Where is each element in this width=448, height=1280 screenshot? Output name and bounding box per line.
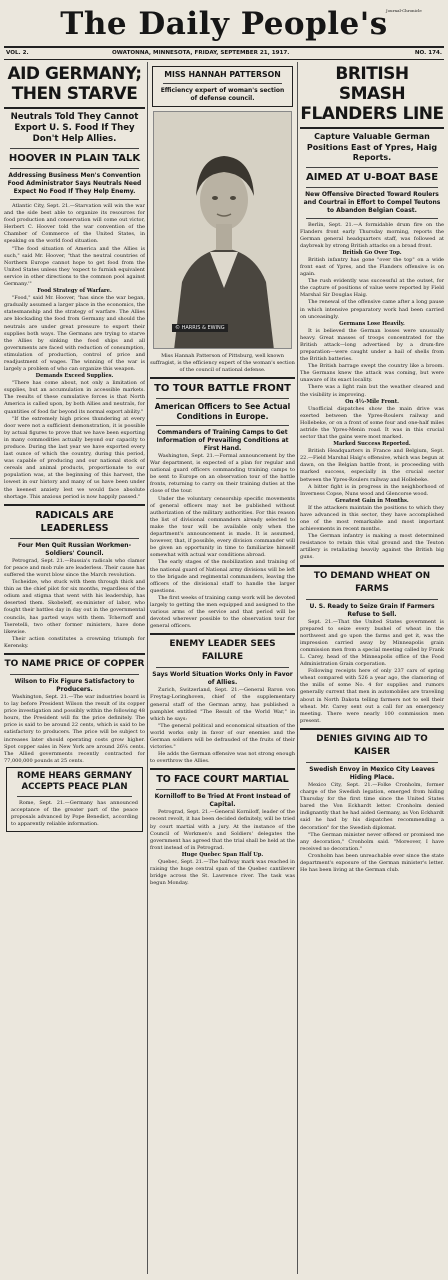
portrait-title: MISS HANNAH PATTERSON <box>164 70 281 79</box>
headline-radicals: RADICALS ARE LEADERLESS <box>35 509 114 534</box>
deck-tour: American Officers to See Actual Conditions in Europe. <box>154 402 291 421</box>
column-rule <box>147 62 148 1274</box>
article-paragraph: The British barrage swept the country like a broom. The Germans knew the attack was coming, but were unaware of its exact locality. <box>300 363 444 384</box>
divider <box>10 199 139 200</box>
article-paragraph: He adds the German offensive was not strong enough to overthrow the Allies. <box>150 751 295 765</box>
headline-uboat: AIMED AT U-BOAT BASE <box>305 171 439 183</box>
portrait-caption: Miss Hannah Patterson of Pittsburg, well known suffragist, is the efficiency expert of the woman's section of the council of national defense. <box>150 353 295 373</box>
article-paragraph: It is believed the German losses were unusually heavy. Great masses of troops concentrated for the British attack—long advertised by a drum-fire preparation—were caught under a hail of shells from the British batteries. <box>300 327 444 363</box>
divider <box>156 398 289 399</box>
article-paragraph: The rush evidently was successful at the outset, for the capture of positions of value were reported by Field Marshal Sir Douglas Haig. <box>300 278 444 299</box>
headline-kaiser: DENIES GIVING AID TO KAISER <box>316 733 428 757</box>
subhead: Greatest Gain in Months. <box>335 497 409 504</box>
volume-label: VOL. 2. <box>6 50 29 56</box>
headline-british-smash: BRITISH SMASH FLANDERS LINE <box>300 64 444 124</box>
dateline-bar <box>4 46 444 60</box>
divider <box>150 377 295 379</box>
article-paragraph: "Food," said Mr. Hoover, "has since the war began, gradually assumed a larger place in the economics, the statesmanship and the strategy of warfare. The Allies are blockading the food from Germany and should the neutrals are under great pressure to export their supplies both ways. The Germans are trying to starve the Allies by sinking the food ships and all governments are faced with reduction of consumption, stimulation of production, control of price and readjustment of wages. The winning of the war is largely a problem of who can organize this weapon. <box>4 295 145 373</box>
subhead: Demands Exceed Supplies. <box>35 373 114 380</box>
masthead-ear: Journal-Chronicle <box>386 8 422 13</box>
article-paragraph: Tscheidze, who stuck with them through thick and thin as the chief pilot for six months, regardless of the odium and stigma that went with his leadership, has deserted them. Skobeleff, ex-minister of labor, who fought their battles day in day out in the governmental councils, has parted ways with them. Tchernoff and Tseretelli, two other former ministers, have done likewise. <box>4 579 145 635</box>
article-paragraph: Cronholm has been unreachable ever since the state department's exposure of the German minister's letter. He has been living at the German club. <box>300 852 444 874</box>
article-paragraph: The early stages of the mobilization and training of the national guard of National army divisions will be left to the brigade and regimental commanders, leaving the officers of the divisional staff to handle the larger questions. <box>150 559 295 594</box>
article-paragraph: "If the extremely high prices thundering at every door were not a sufficient demonstration, it is possible by actual figures to prove that we have been exporting in many commodities actually beyond our capacity to produce. During the last year we have exported every last ounce of which the country, during this period, was capable of producing and our national stock of cereals and animal products, proportionate to our population was, at the beginning of this harvest, the lowest in our history and many of us have been under the keenest anxiety lest we would face absolute shortage. This anxious period is now happily passed." <box>4 415 145 500</box>
article-paragraph: The German infantry is making a most determined resistance to retain this vital ground and the Teuton artillery is retaliating heavily against the British big guns. <box>300 533 444 561</box>
divider <box>300 565 444 567</box>
portrait-header-box <box>152 66 293 107</box>
article-paragraph: "The food situation of America and the Allies is such," said Mr. Hoover, "that the neutral countries of Northern Europe cannot hope to get food from the United States unless they 'expect to furnish equivalent service in other directions to the common pool against Germany.'" <box>4 245 145 288</box>
article-paragraph: Berlin, Sept. 21.—A formidable drum fire on the Flanders front early Thursday morning, reports the German general headquarters staff, was followed at daybreak by strong British attacks on a broad front. <box>300 221 444 249</box>
article-paragraph: Washington, Sept. 21.—Formal announcement by the War department, is expected of a plan for regular and national guard officers commanding training camps to be sent to Europe on an observation tour of the battle fronts, returning to carry on their training duties at the close of the tour. <box>150 453 295 495</box>
deck-hoover: Addressing Business Men's Convention Food Administrator Says Neutrals Need Expect No Food If They Help Enemy. <box>7 172 142 195</box>
divider <box>156 667 289 668</box>
article-paragraph: There was a light rain but the weather cleared and the visibility is improving. <box>300 384 444 398</box>
article-paragraph: Their action constitutes a crowning triumph for Kerensky. <box>4 635 145 649</box>
portrait-subtitle: Efficiency expert of woman's section of defense council. <box>160 87 285 102</box>
divider <box>4 504 145 506</box>
article-paragraph: Unofficial dispatches show the main drive was exerted between the Ypres-Roulers railway and Hollebeke, or on a front of some four and one-half miles astride the Ypres-Menin road. It was in this crucial sector that the gains were most marked. <box>300 405 444 441</box>
divider <box>150 633 295 635</box>
headline-court: TO FACE COURT MARTIAL <box>156 774 289 786</box>
deck-copper: Wilson to Fix Figure Satisfactory to Producers. <box>14 677 135 693</box>
divider <box>156 789 289 790</box>
article-paragraph: "The German minister never offered or promised me any decoration," Cronholm said. "Moreover, I have received no decoration." <box>300 831 444 852</box>
divider <box>306 762 438 763</box>
divider <box>10 148 139 149</box>
subhead: British Go Over Top. <box>342 249 402 256</box>
article-paragraph: "There has come about, not only a limitation of supplies, but an accumulation in accessible markets. The results of these cumulative forces is that North America is called upon, by both Allies and neutrals, for quantities of food far beyond its normal export ability." <box>4 380 145 415</box>
subhead: Germans Lose Heavily. <box>339 320 405 327</box>
article-paragraph: Washington, Sept. 21.—The war industries board is to lay before President Wilson the result of its copper price investigation and possibly within the following 48 hours, the President will fix the price definitely. The price is said to be around 22 cents, which is said to be satisfactory to producers. The price will be subject to increases later should operating costs grow higher. Spot copper sales in New York are around 26¼ cents. The Allied governments recently contracted for 77,000,000 pounds at 25 cents. <box>4 693 145 764</box>
column-rule <box>297 62 298 1274</box>
article-paragraph: Rome, Sept. 21.—Germany has announced acceptance of the greater part of the peace proposals advanced by Pope Benedict, according to apparently reliable information. <box>11 799 138 828</box>
left-column <box>4 64 145 1276</box>
divider <box>4 107 145 109</box>
article-rome <box>11 800 138 828</box>
portrait-photo <box>153 111 292 349</box>
article-paragraph: If the attackers maintain the positions to which they have advanced in this sector, they have accomplished one of the most remarkable and most important achievements in recent months. <box>300 504 444 533</box>
divider <box>306 599 438 600</box>
deck-british: Capture Valuable German Positions East of Ypres, Haig Reports. <box>306 132 438 162</box>
headline-copper: TO NAME PRICE OF COPPER <box>4 658 145 669</box>
article-paragraph: British Headquarters in France and Belgium, Sept. 22.—Field Marshal Haig's offensive, which was begun at dawn, on the Belgian battle front, is proceeding with marked success, especially in the crucial sector between the Ypres-Roulers railway and Hollebeke. <box>300 448 444 483</box>
divider <box>10 538 139 539</box>
divider <box>17 796 132 797</box>
headline-enemy: ENEMY LEADER SEES FAILURE <box>169 639 276 663</box>
masthead <box>4 2 444 46</box>
divider <box>150 768 295 770</box>
article-paragraph: "The general political and economical situation of the world works only in favor of our enemies and the German soldiers will be defrauded of the fruits of their victories." <box>150 722 295 751</box>
deck-court: Kornilloff to Be Tried At Front Instead of Capital. <box>154 793 291 809</box>
article-kaiser <box>300 782 444 874</box>
headline-tour: TO TOUR BATTLE FRONT <box>154 383 291 394</box>
deck-wheat: U. S. Ready to Seize Grain If Farmers Refuse to Sell. <box>309 602 435 618</box>
issue-number: NO. 174. <box>414 50 442 56</box>
divider <box>300 728 444 730</box>
article-court <box>150 809 295 887</box>
deck-uboat: New Offensive Directed Toward Roulers and Courtrai in Effort to Compel Teutons to Abandon Belgian Coast. <box>303 190 441 214</box>
deck-kaiser: Swedish Envoy in Mexico City Leaves Hiding Place. <box>309 765 435 781</box>
right-column <box>300 64 444 1276</box>
subhead: Huge Quebec Span Half Up. <box>181 851 264 858</box>
newspaper-title: The Daily People's <box>60 6 388 42</box>
rome-box <box>6 767 143 832</box>
divider <box>306 187 438 188</box>
article-paragraph: Quebec, Sept. 21.—The halfway mark was reached in raising the huge central span of the Quebec cantilever bridge across the St. Lawrence river. The task was begun Monday. <box>150 858 295 887</box>
article-paragraph: Under the voluntary censorship specific movements of general officers may not be published without authorization of the military authorities. For this reason the list of divisional commanders already selected to make the tour will be available only when the department's announcement is made. It is assumed, however, that, if possible, every division commander will be given an opportunity in time to familiarize himself somewhat with actual war conditions abroad. <box>150 495 295 559</box>
subhead: Marked Success Reported. <box>333 441 411 448</box>
article-paragraph: Petrograd, Sept. 21.—Russia's radicals who clamor for peace and mob rule are leaderless. Their cause has suffered the worst blow since the March revolution. <box>4 557 145 578</box>
divider <box>306 167 438 168</box>
article-paragraph: Zurich, Switzerland, Sept. 21.—General Baron von Freytag-Loringhoven, chief of the supplementary general staff of the German army, has published a pamphlet entitled "The Result of the World War," in which he says: <box>150 687 295 722</box>
divider <box>300 127 444 129</box>
subhead: On 4½-Mile Front. <box>345 398 399 405</box>
article-wheat <box>300 619 444 725</box>
divider <box>4 653 145 655</box>
article-paragraph: British infantry has gone "over the top" on a wide front east of Ypres, and the Flanders offensive is on again. <box>300 256 444 278</box>
subhead: Food Strategy of Warfare. <box>37 288 112 295</box>
headline-wheat: TO DEMAND WHEAT ON FARMS <box>313 570 431 594</box>
article-copper <box>4 694 145 765</box>
article-paragraph: Sept. 21.—That the United States government is prepared to seize every bushel of wheat in the northwest and go upon the farms and get it, was the impression carried away by Minneapolis grain commission men from a special meeting called by Frank L. Carey, head of the Minneapolis office of the Food Administration Grain corporation. <box>300 618 444 668</box>
article-radicals <box>4 558 145 650</box>
article-paragraph: The renewal of the offensive came after a long pause in which intensive preparatory work had been carried on unceasingly. <box>300 299 444 320</box>
photo-credit: © HARRIS & EWING <box>172 324 228 332</box>
article-paragraph: Atlantic City, Sept. 21.—Starvation will win the war and the side best able to organize its resources for food production and conservation will come out victor, Herbert C. Hoover told the war convention of the Chamber of Commerce of the United States, in speaking on the world food situation. <box>4 203 145 245</box>
article-paragraph: The first weeks of training camp work will be devoted largely to getting the men equipped and assigned to the various arms of the service and that period will be devoted wherever possible to the observation tour for general officers. <box>150 594 295 630</box>
divider <box>10 168 139 169</box>
article-hoover <box>4 203 145 501</box>
dateline-text: OWATONNA, MINNESOTA, FRIDAY, SEPTEMBER 21, 1917. <box>112 50 290 56</box>
article-flanders <box>300 222 444 562</box>
article-paragraph: Petrograd, Sept. 21.—General Korniloff, leader of the recent revolt, it has been decided definitely, will be tried by court martial with a jury. At the instance of the Council of Workmen's and Soldiers' delegates the government has agreed that the trial shall be held at the front instead of in Petrograd. <box>150 809 295 851</box>
article-tour <box>150 453 295 630</box>
article-paragraph: A bitter fight is in progress in the neighborhood of Inverness Copse, Nuns wood and Glencorse wood. <box>300 483 444 497</box>
subdeck-tour: Commanders of Training Camps to Get Information of Prevailing Conditions at First Hand. <box>156 429 289 452</box>
headline-aid-germany: AID GERMANY; THEN STARVE <box>7 64 142 104</box>
headline-hoover: HOOVER IN PLAIN TALK <box>8 153 141 164</box>
article-enemy <box>150 687 295 765</box>
article-paragraph: Following receipts here of only 237 cars of spring wheat compared with 526 a year ago, the clamoring of the mills of some No. 4 for supplies and rumors generally current that men in automobiles are traveling about in North Dakota telling farmers not to sell their wheat. Mr. Carey sent out a call for an emergency meeting. There were nearly 100 commission men present. <box>300 668 444 724</box>
divider <box>156 425 289 426</box>
divider <box>306 218 438 219</box>
middle-column <box>150 64 295 1276</box>
headline-rome: ROME HEARS GERMANY ACCEPTS PEACE PLAN <box>16 770 132 792</box>
deck-neutrals: Neutrals Told They Cannot Export U. S. Food If They Don't Help Allies. <box>10 112 139 144</box>
divider <box>10 674 139 675</box>
divider <box>163 83 282 84</box>
portrait-image <box>154 112 292 349</box>
article-paragraph: Mexico City, Sept. 21.—Folke Cronholm, former charge of the Swedish legation, emerged from hiding Thursday for the first time since the United States bared the Von Eckhardt letter. Cronholm denied indignantly that he had aided Germany, as Von Eckhardt said he had by his dispatches recommending a decoration" for the Swedish diplomat. <box>300 781 444 831</box>
deck-enemy: Says World Situation Works Only in Favor of Allies. <box>152 671 293 687</box>
deck-radicals: Four Men Quit Russian Workmen-Soldiers' Council. <box>17 541 132 557</box>
